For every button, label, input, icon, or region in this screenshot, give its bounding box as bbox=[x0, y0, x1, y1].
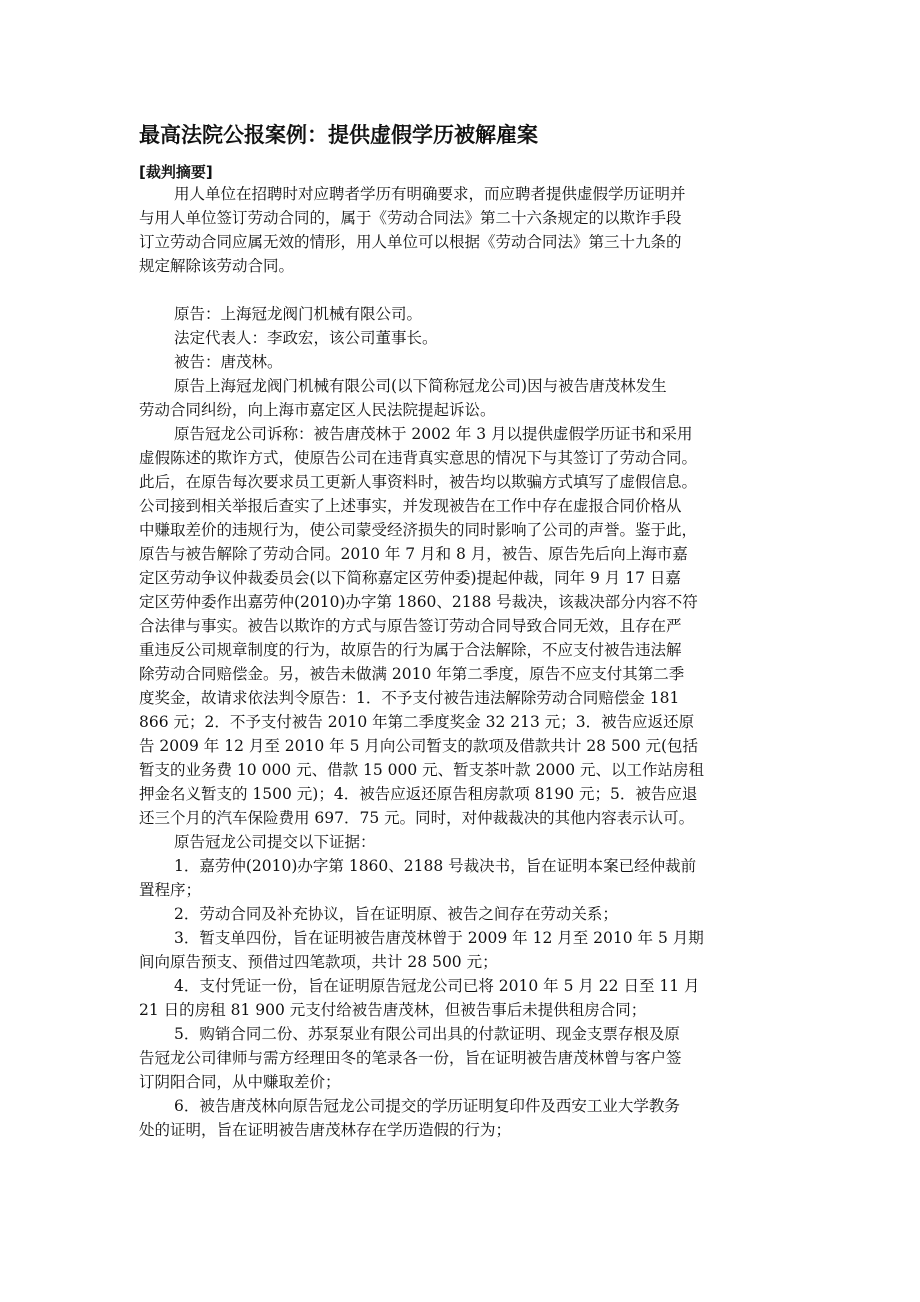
evidence-line: 置程序； bbox=[139, 881, 202, 899]
evidence-line: 原告冠龙公司提交以下证据： bbox=[174, 833, 376, 851]
claim-line: 定区劳仲委作出嘉劳仲(2010)办字第 1860、2188 号裁决，该裁决部分内容不符 bbox=[139, 593, 698, 611]
claim-line: 合法律与事实。被告以欺诈的方式与原告签订劳动合同导致合同无效，且存在严 bbox=[139, 617, 682, 635]
claim-line: 866 元；2．不予支付被告 2010 年第二季度奖金 32 213 元；3．被告应返还原 bbox=[139, 713, 695, 731]
claim-line: 暂支的业务费 10 000 元、借款 15 000 元、暂支茶叶款 2000 元、以工作站房租 bbox=[139, 761, 704, 779]
party-line: 劳动合同纠纷，向上海市嘉定区人民法院提起诉讼。 bbox=[139, 401, 496, 419]
evidence-line: 3．暂支单四份，旨在证明被告唐茂林曾于 2009 年 12 月至 2010 年 5 月期 bbox=[174, 929, 704, 947]
claim-line: 定区劳动争议仲裁委员会(以下简称嘉定区劳仲委)提起仲裁，同年 9 月 17 日嘉 bbox=[139, 569, 681, 587]
party-line: 被告：唐茂林。 bbox=[174, 353, 283, 371]
document-page bbox=[139, 0, 789, 1302]
evidence-line: 6．被告唐茂林向原告冠龙公司提交的学历证明复印件及西安工业大学教务 bbox=[174, 1097, 680, 1115]
evidence-line: 2．劳动合同及补充协议，旨在证明原、被告之间存在劳动关系； bbox=[174, 905, 618, 923]
claim-line: 除劳动合同赔偿金。另，被告未做满 2010 年第二季度，原告不应支付其第二季 bbox=[139, 665, 685, 683]
claim-line: 原告与被告解除了劳动合同。2010 年 7 月和 8 月，被告、原告先后向上海市嘉 bbox=[139, 545, 688, 563]
summary-line: 与用人单位签订劳动合同的，属于《劳动合同法》第二十六条规定的以欺诈手段 bbox=[139, 209, 682, 227]
evidence-line: 订阴阳合同，从中赚取差价； bbox=[139, 1073, 341, 1091]
claim-line: 公司接到相关举报后查实了上述事实，并发现被告在工作中存在虚报合同价格从 bbox=[139, 497, 682, 515]
claim-line: 重违反公司规章制度的行为，故原告的行为属于合法解除，不应支付被告违法解 bbox=[139, 641, 682, 659]
document-title: 最高法院公报案例：提供虚假学历被解雇案 bbox=[139, 123, 538, 147]
party-line: 法定代表人：李政宏，该公司董事长。 bbox=[174, 329, 438, 347]
summary-line: 规定解除该劳动合同。 bbox=[139, 257, 295, 275]
evidence-line: 间向原告预支、预借过四笔款项，共计 28 500 元； bbox=[139, 953, 498, 971]
claim-line: 还三个月的汽车保险费用 697．75 元。同时，对仲裁裁决的其他内容表示认可。 bbox=[139, 809, 695, 827]
claim-line: 此后，在原告每次要求员工更新人事资料时，被告均以欺骗方式填写了虚假信息。 bbox=[139, 473, 698, 491]
summary-line: 订立劳动合同应属无效的情形，用人单位可以根据《劳动合同法》第三十九条的 bbox=[139, 233, 682, 251]
claim-line: 押金名义暂支的 1500 元)；4．被告应返还原告租房款项 8190 元；5．被告应退 bbox=[139, 785, 698, 803]
evidence-line: 处的证明，旨在证明被告唐茂林存在学历造假的行为； bbox=[139, 1121, 512, 1139]
evidence-line: 21 日的房租 81 900 元支付给被告唐茂林，但被告事后未提供租房合同； bbox=[139, 1001, 647, 1019]
section-label-summary: [裁判摘要] bbox=[139, 163, 213, 181]
evidence-line: 告冠龙公司律师与需方经理田冬的笔录各一份，旨在证明被告唐茂林曾与客户签 bbox=[139, 1049, 682, 1067]
claim-line: 原告冠龙公司诉称：被告唐茂林于 2002 年 3 月以提供虚假学历证书和采用 bbox=[174, 425, 693, 443]
summary-line: 用人单位在招聘时对应聘者学历有明确要求，而应聘者提供虚假学历证明并 bbox=[174, 185, 686, 203]
party-line: 原告：上海冠龙阀门机械有限公司。 bbox=[174, 305, 423, 323]
evidence-line: 1．嘉劳仲(2010)办字第 1860、2188 号裁决书，旨在证明本案已经仲裁前 bbox=[174, 857, 697, 875]
evidence-line: 5．购销合同二份、苏泵泵业有限公司出具的付款证明、现金支票存根及原 bbox=[174, 1025, 680, 1043]
claim-line: 虚假陈述的欺诈方式，使原告公司在违背真实意思的情况下与其签订了劳动合同。 bbox=[139, 449, 698, 467]
claim-line: 告 2009 年 12 月至 2010 年 5 月向公司暂支的款项及借款共计 28 500 元(包括 bbox=[139, 737, 699, 755]
party-line: 原告上海冠龙阀门机械有限公司(以下简称冠龙公司)因与被告唐茂林发生 bbox=[174, 377, 667, 395]
claim-line: 度奖金，故请求依法判令原告：1．不予支付被告违法解除劳动合同赔偿金 181 bbox=[139, 689, 680, 707]
claim-line: 中赚取差价的违规行为，使公司蒙受经济损失的同时影响了公司的声誉。鉴于此， bbox=[139, 521, 698, 539]
evidence-line: 4．支付凭证一份，旨在证明原告冠龙公司已将 2010 年 5 月 22 日至 11 月 bbox=[174, 977, 700, 995]
